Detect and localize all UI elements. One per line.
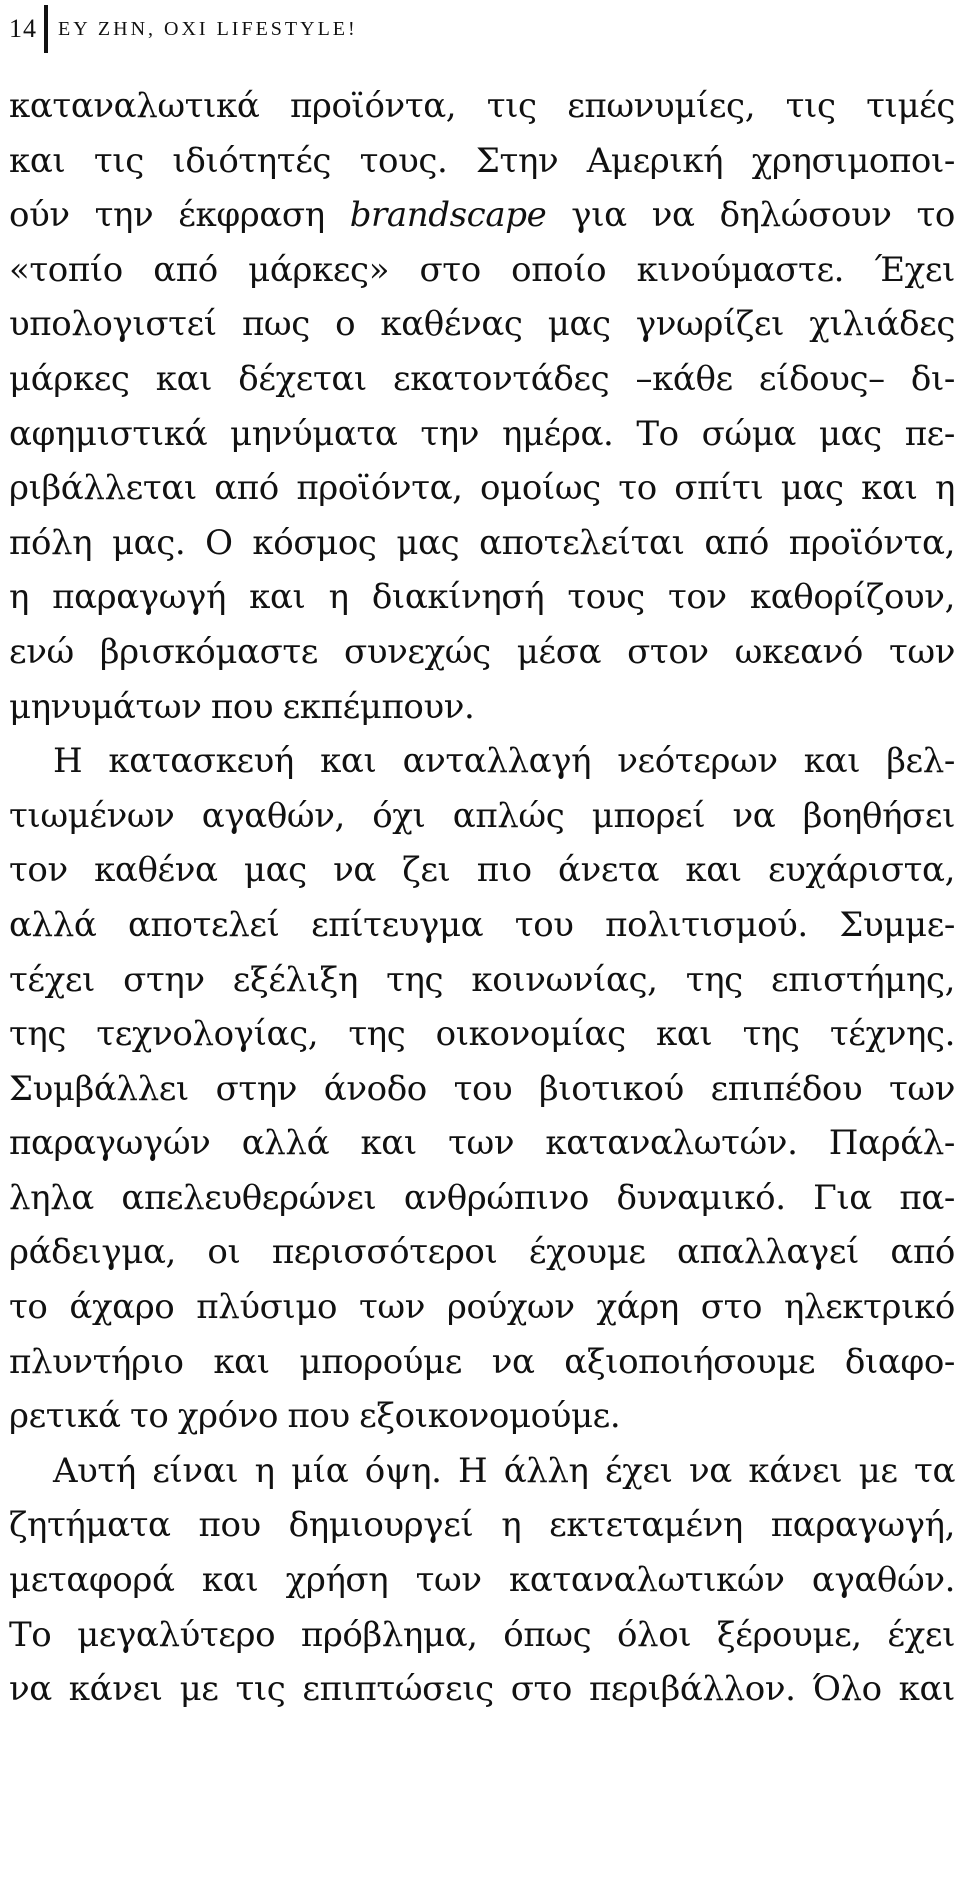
text-line: ράδειγμα, οι περισσότεροι έχουμε απαλλαγεί από — [9, 1232, 955, 1273]
text-line: υπολογιστεί πως ο καθένας μας γνωρίζει χιλιάδες — [9, 304, 955, 345]
text-line: αλλά αποτελεί επίτευγμα του πολιτισμού. Συμμε- — [9, 904, 955, 945]
italic-term: brandscape — [349, 195, 547, 236]
text-run: ούν την έκφραση — [9, 195, 350, 236]
body-text — [9, 79, 955, 1717]
text-line: πόλη μας. Ο κόσμος μας αποτελείται από προϊόντα, — [9, 522, 955, 563]
text-line: μάρκες και δέχεται εκατοντάδες –κάθε είδους– δι- — [9, 358, 955, 399]
text-line: πλυντήριο και μπορούμε να αξιοποιήσουμε διαφο- — [9, 1341, 955, 1382]
text-line: «τοπίο από μάρκες» στο οποίο κινούμαστε. Έχει — [9, 249, 955, 290]
text-line: ληλα απελευθερώνει ανθρώπινο δυναμικό. Για πα- — [9, 1177, 955, 1218]
text-line: ζητήματα που δημιουργεί η εκτεταμένη παραγωγή, — [9, 1505, 955, 1546]
text-line: Αυτή είναι η μία όψη. Η άλλη έχει να κάνει με τα — [53, 1450, 955, 1491]
double-rule-divider — [44, 5, 48, 53]
text-line: το άχαρο πλύσιμο των ρούχων χάρη στο ηλεκτρικό — [9, 1287, 955, 1328]
text-line: παραγωγών αλλά και των καταναλωτών. Παράλ- — [9, 1123, 955, 1164]
text-line: η παραγωγή και η διακίνησή τους τον καθορίζουν, — [9, 577, 955, 618]
text-line: ενώ βρισκόμαστε συνεχώς μέσα στον ωκεανό των — [9, 631, 955, 672]
text-line: Η κατασκευή και ανταλλαγή νεότερων και βελ- — [53, 741, 955, 782]
running-head — [9, 4, 358, 54]
text-line: Το μεγαλύτερο πρόβλημα, όπως όλοι ξέρουμε, έχει — [9, 1614, 955, 1655]
page-number: 14 — [9, 14, 37, 43]
text-run: για να δηλώσουν το — [546, 195, 955, 236]
text-line — [9, 188, 955, 243]
text-line: να κάνει με τις επιπτώσεις στο περιβάλλον. Όλο και — [9, 1669, 955, 1710]
text-line: μεταφορά και χρήση των καταναλωτικών αγαθών. — [9, 1560, 955, 1601]
text-line: Συμβάλλει στην άνοδο του βιοτικού επιπέδου των — [9, 1068, 955, 1109]
text-line: τον καθένα μας να ζει πιο άνετα και ευχάριστα, — [9, 850, 955, 891]
text-line: τέχει στην εξέλιξη της κοινωνίας, της επιστήμης, — [9, 959, 955, 1000]
text-line: και τις ιδιότητές τους. Στην Αμερική χρησιμοποι- — [9, 140, 955, 181]
text-line: μηνυμάτων που εκπέμπουν. — [9, 686, 475, 727]
text-line: ριβάλλεται από προϊόντα, ομοίως το σπίτι μας και η — [9, 468, 955, 509]
text-line: τιωμένων αγαθών, όχι απλώς μπορεί να βοηθήσει — [9, 795, 955, 836]
text-line: ρετικά το χρόνο που εξοικονομούμε. — [9, 1396, 621, 1437]
text-line: καταναλωτικά προϊόντα, τις επωνυμίες, τις τιμές — [9, 86, 955, 126]
text-line: αφημιστικά μηνύματα την ημέρα. Το σώμα μας πε- — [9, 413, 955, 454]
running-title: ΕΥ ΖΗΝ, ΟΧΙ LIFESTYLE! — [58, 17, 358, 40]
text-line: της τεχνολογίας, της οικονομίας και της τέχνης. — [9, 1014, 955, 1055]
